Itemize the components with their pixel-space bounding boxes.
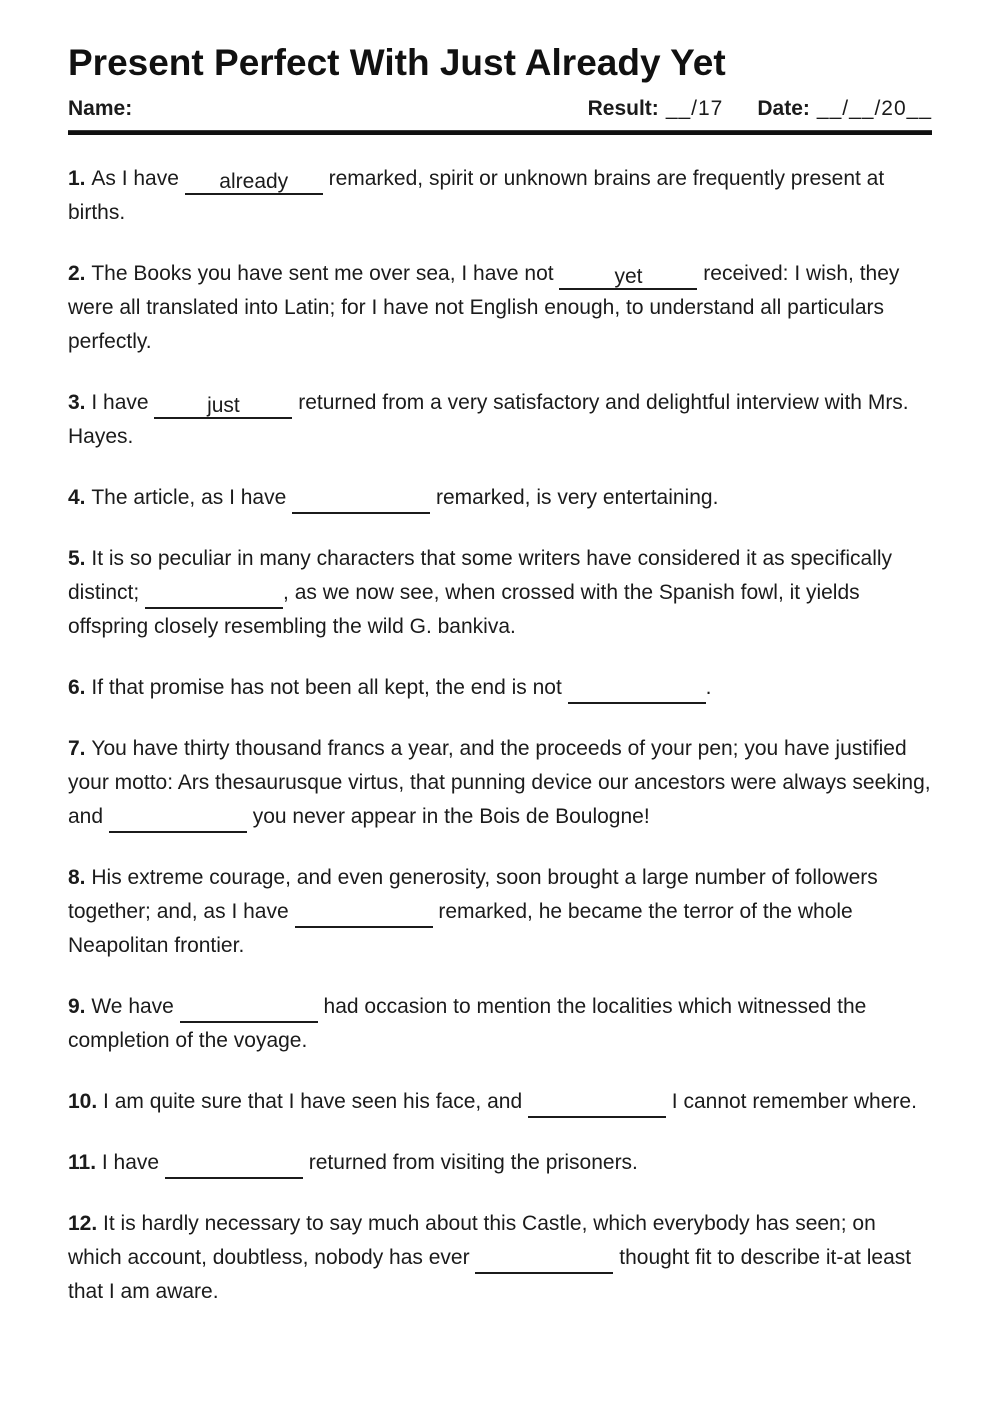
item-text: , as we now see, when crossed with the Spanish fowl, it yields offspring closely resembling the wild G. bankiva. <box>68 580 860 638</box>
date-value[interactable]: __/__/20__ <box>816 96 932 120</box>
date-label: Date: <box>757 96 810 120</box>
exercise-item-9 <box>68 990 932 1058</box>
item-number: 1. <box>68 166 92 190</box>
item-number: 10. <box>68 1089 104 1113</box>
item-text: We have <box>91 994 180 1018</box>
item-text: As I have <box>91 166 185 190</box>
item-text: . <box>705 675 712 699</box>
item-text: If that promise has not been all kept, the end is not <box>91 675 568 699</box>
exercise-list <box>68 162 932 1309</box>
answer-blank[interactable] <box>292 489 430 514</box>
item-text: received: I wish, they were all translated into Latin; for I have not English enough, to understand all particulars perfectly. <box>68 261 900 353</box>
item-text: You have thirty thousand francs a year, and the proceeds of your pen; you have justified your motto: Ars thesaurusque virtus, that punning device our ancestors were always seeking, and <box>68 736 931 828</box>
item-text: returned from a very satisfactory and delightful interview with Mrs. Hayes. <box>68 390 909 448</box>
exercise-item-2 <box>68 257 932 359</box>
item-number: 2. <box>68 261 92 285</box>
item-number: 3. <box>68 390 92 414</box>
exercise-item-8 <box>68 861 932 963</box>
answer-blank[interactable] <box>145 584 283 609</box>
exercise-item-11 <box>68 1146 932 1180</box>
answer-blank[interactable] <box>165 1154 303 1179</box>
answer-blank[interactable] <box>568 679 706 704</box>
item-text: It is so peculiar in many characters that some writers have considered it as specifically distinct; <box>68 546 893 604</box>
item-text: His extreme courage, and even generosity, soon brought a large number of followers together; and, as I have <box>68 865 878 923</box>
item-text: you never appear in the Bois de Boulogne! <box>246 804 650 828</box>
item-number: 11. <box>68 1150 102 1174</box>
item-text: thought fit to describe it-at least that I am aware. <box>68 1245 912 1303</box>
result-date-group <box>588 97 932 121</box>
exercise-item-12 <box>68 1207 932 1309</box>
name-field[interactable] <box>68 97 132 121</box>
exercise-item-4 <box>68 481 932 515</box>
answer-blank[interactable] <box>475 1249 613 1274</box>
item-text: remarked, is very entertaining. <box>430 485 719 509</box>
answer-blank[interactable] <box>180 998 318 1023</box>
item-text: remarked, he became the terror of the whole Neapolitan frontier. <box>68 899 853 957</box>
item-text: The Books you have sent me over sea, I have not <box>91 261 560 285</box>
item-text: The article, as I have <box>91 485 293 509</box>
item-text: remarked, spirit or unknown brains are frequently present at births. <box>68 166 885 224</box>
answer-blank[interactable]: already <box>185 170 323 195</box>
exercise-item-10 <box>68 1085 932 1119</box>
item-text: I have <box>101 1150 165 1174</box>
answer-blank[interactable]: just <box>154 394 292 419</box>
item-number: 6. <box>68 675 92 699</box>
item-text: had occasion to mention the localities which witnessed the completion of the voyage. <box>68 994 867 1052</box>
item-number: 7. <box>68 736 92 760</box>
header-divider <box>68 130 932 135</box>
item-text: I cannot remember where. <box>665 1089 917 1113</box>
exercise-item-3 <box>68 386 932 454</box>
item-text: It is hardly necessary to say much about this Castle, which everybody has seen; on which account, doubtless, nobody has ever <box>68 1211 876 1269</box>
item-text: I am quite sure that I have seen his face, and <box>103 1089 528 1113</box>
page-title: Present Perfect With Just Already Yet <box>68 42 726 83</box>
item-number: 9. <box>68 994 92 1018</box>
exercise-item-1 <box>68 162 932 230</box>
item-number: 5. <box>68 546 92 570</box>
item-text: returned from visiting the prisoners. <box>302 1150 638 1174</box>
answer-blank[interactable]: yet <box>559 265 697 290</box>
name-label: Name: <box>68 96 133 120</box>
answer-blank[interactable] <box>109 808 247 833</box>
exercise-item-6 <box>68 671 932 705</box>
item-text: I have <box>91 390 155 414</box>
exercise-item-5 <box>68 542 932 644</box>
meta-row <box>68 97 932 121</box>
item-number: 8. <box>68 865 92 889</box>
item-number: 4. <box>68 485 92 509</box>
item-number: 12. <box>68 1211 104 1235</box>
exercise-item-7 <box>68 732 932 834</box>
result-label: Result: <box>587 96 659 120</box>
answer-blank[interactable] <box>528 1093 666 1118</box>
answer-blank[interactable] <box>295 903 433 928</box>
result-value[interactable]: __/17 <box>665 96 724 120</box>
